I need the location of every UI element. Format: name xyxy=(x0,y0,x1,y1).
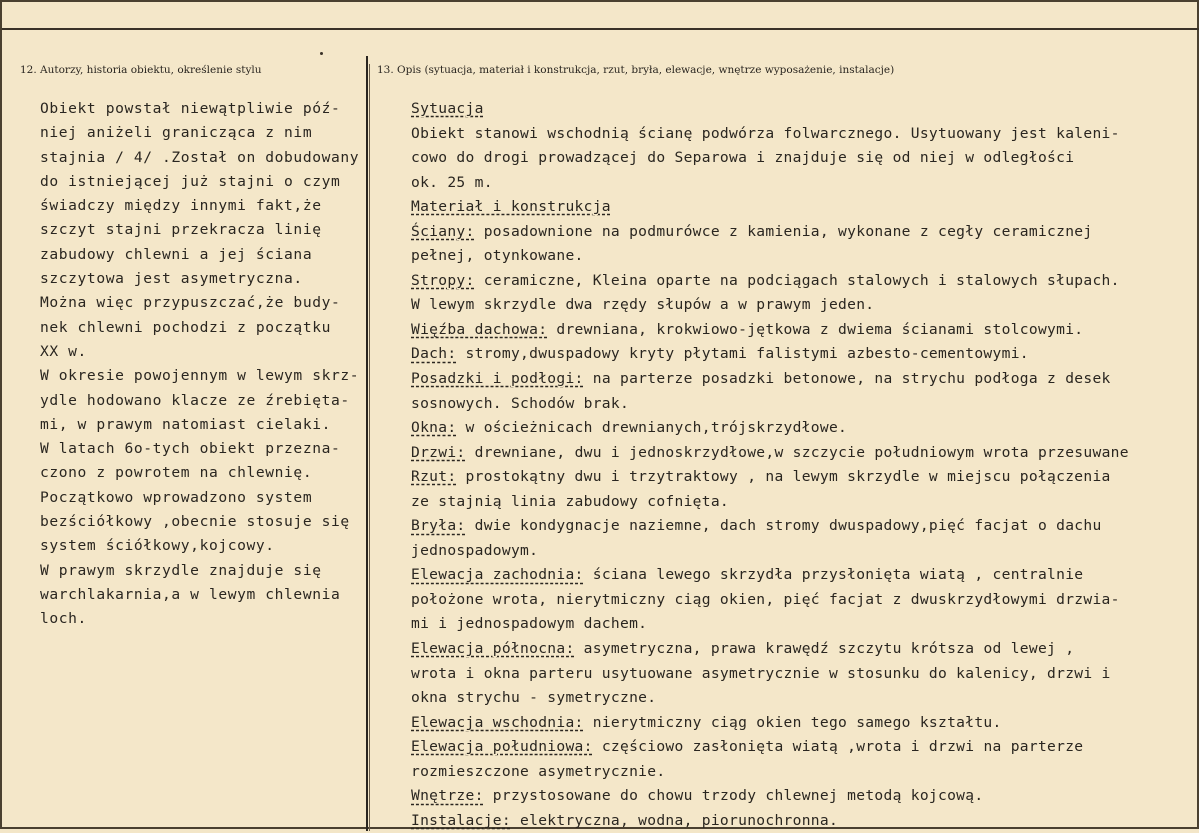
description-line xyxy=(411,293,1191,318)
description-line xyxy=(411,588,1191,613)
description-line xyxy=(411,441,1191,466)
history-line: Można więc przypuszczać,że budy- xyxy=(40,294,341,312)
section-text: ok. 25 m. xyxy=(411,173,493,191)
section-text: pełnej, otynkowane. xyxy=(411,247,584,265)
history-line: system ściółkowy,kojcowy. xyxy=(40,537,275,555)
section-text: ściana lewego skrzydła przysłonięta wiatą , centralnie xyxy=(583,566,1084,584)
history-line: W okresie powojennym w lewym skrz- xyxy=(40,367,360,385)
section-label: Elewacja południowa: xyxy=(411,738,593,756)
section-text: drewniane, dwu i jednoskrzydłowe,w szczycie południowym wrota przesuwane xyxy=(465,443,1129,461)
section-label: Posadzki i podłogi: xyxy=(411,370,584,388)
section-label: Elewacja północna: xyxy=(411,640,575,658)
section-text: posadownione na podmurówce z kamienia, wykonane z cegły ceramicznej xyxy=(474,222,1093,240)
section-text: ze stajnią linia zabudowy cofnięta. xyxy=(411,492,730,510)
history-line: świadczy między innymi fakt,że xyxy=(40,197,322,215)
section-label: Materiał i konstrukcja xyxy=(411,198,611,216)
description-line xyxy=(411,784,1191,809)
history-line: Początkowo wprowadzono system xyxy=(40,488,313,506)
history-line: ydle hodowano klacze ze źrebięta- xyxy=(40,391,350,409)
section-text: asymetryczna, prawa krawędź szczytu krótsza od lewej , xyxy=(574,640,1075,658)
history-line: szczytowa jest asymetryczna. xyxy=(40,270,303,288)
history-line: XX w. xyxy=(40,342,87,360)
section-text: stromy,dwuspadowy kryty płytami falistymi azbesto-cementowymi. xyxy=(456,345,1029,363)
section-text: ceramiczne, Kleina oparte na podciągach stalowych i stalowych słupach. xyxy=(474,271,1120,289)
description-line xyxy=(411,612,1191,637)
ink-dot xyxy=(320,52,323,55)
description-line xyxy=(411,809,1191,833)
description-line xyxy=(411,637,1191,662)
section-text: prostokątny dwu i trzytraktowy , na lewym skrzydle w miejscu połączenia xyxy=(456,468,1111,486)
section-label: Ściany: xyxy=(411,222,475,240)
section-text: częściowo zasłonięta wiatą ,wrota i drzwi na parterze xyxy=(592,738,1084,756)
description-line xyxy=(411,342,1191,367)
section-text: W lewym skrzydle dwa rzędy słupów a w prawym jeden. xyxy=(411,296,875,314)
description-line xyxy=(411,367,1191,392)
description-line xyxy=(411,171,1191,196)
history-line: stajnia / 4/ .Został on dobudowany xyxy=(40,148,360,166)
history-line: szczyt stajni przekracza linię xyxy=(40,221,322,239)
section-text: Obiekt stanowi wschodnią ścianę podwórza folwarcznego. Usytuowany jest kaleni- xyxy=(411,124,1120,142)
section-text: jednospadowym. xyxy=(411,541,539,559)
description-line xyxy=(411,760,1191,785)
section-label: Stropy: xyxy=(411,271,475,289)
description-line xyxy=(411,244,1191,269)
description-line xyxy=(411,392,1191,417)
section-13-header: 13. Opis (sytuacja, materiał i konstrukcja, rzut, bryła, elewacje, wnętrze wyposażenie, instalacje) xyxy=(377,64,895,76)
description-line xyxy=(411,146,1191,171)
section-text: przystosowane do chowu trzody chlewnej metodą kojcową. xyxy=(483,787,984,805)
section-text: okna strychu - symetryczne. xyxy=(411,689,657,707)
section-label: Więźba dachowa: xyxy=(411,320,548,338)
description-line xyxy=(411,269,1191,294)
description-line xyxy=(411,514,1191,539)
section-label: Drzwi: xyxy=(411,443,466,461)
section-text: położone wrota, nierytmiczny ciąg okien, pięć facjat z dwuskrzydłowymi drzwia- xyxy=(411,590,1120,608)
history-line: warchlakarnia,a w lewym chlewnia xyxy=(40,585,341,603)
section-label: Rzut: xyxy=(411,468,457,486)
section-label: Elewacja zachodnia: xyxy=(411,566,584,584)
description-line xyxy=(411,416,1191,441)
section-text: na parterze posadzki betonowe, na strychu podłoga z desek xyxy=(583,370,1111,388)
history-line: mi, w prawym natomiast cielaki. xyxy=(40,415,331,433)
description-line xyxy=(411,465,1191,490)
description-line xyxy=(411,662,1191,687)
section-label: Bryła: xyxy=(411,517,466,535)
section-text: rozmieszczone asymetrycznie. xyxy=(411,762,666,780)
section-text: wrota i okna parteru usytuowane asymetrycznie w stosunku do kalenicy, drzwi i xyxy=(411,664,1111,682)
history-line: bezściółkowy ,obecnie stosuje się xyxy=(40,513,350,531)
section-label: Elewacja wschodnia: xyxy=(411,713,584,731)
section-text: dwie kondygnacje naziemne, dach stromy dwuspadowy,pięć facjat o dachu xyxy=(465,517,1102,535)
history-line: zabudowy chlewni a jej ściana xyxy=(40,245,313,263)
history-line: W prawym skrzydle znajduje się xyxy=(40,561,322,579)
top-border xyxy=(2,2,1199,30)
section-text: drewniana, krokwiowo-jętkowa z dwiema ścianami stolcowymi. xyxy=(547,320,1084,338)
section-label: Instalacje: xyxy=(411,811,511,829)
section-label: Wnętrze: xyxy=(411,787,484,805)
description-line xyxy=(411,735,1191,760)
description-text-column xyxy=(411,97,1191,833)
history-line: niej aniżeli granicząca z nim xyxy=(40,124,313,142)
section-label: Sytuacja xyxy=(411,100,484,117)
description-line xyxy=(411,686,1191,711)
history-line: nek chlewni pochodzi z początku xyxy=(40,318,331,336)
history-line: Obiekt powstał niewątpliwie póź- xyxy=(40,100,341,117)
description-line xyxy=(411,711,1191,736)
section-text: sosnowych. Schodów brak. xyxy=(411,394,630,412)
section-label: Okna: xyxy=(411,419,457,437)
description-line xyxy=(411,490,1191,515)
description-line xyxy=(411,563,1191,588)
section-12-header: 12. Autorzy, historia obiektu, określenie stylu xyxy=(20,64,262,76)
history-line: loch. xyxy=(40,610,87,628)
description-line xyxy=(411,97,1191,122)
history-line: do istniejącej już stajni o czym xyxy=(40,172,341,190)
description-line xyxy=(411,539,1191,564)
section-text: elektryczna, wodna, piorunochronna. xyxy=(510,811,839,829)
history-line: W latach 6o-tych obiekt przezna- xyxy=(40,440,341,458)
section-label: Dach: xyxy=(411,345,457,363)
section-text: cowo do drogi prowadzącej do Separowa i znajduje się od niej w odległości xyxy=(411,149,1075,167)
description-line xyxy=(411,318,1191,343)
section-text: nierytmiczny ciąg okien tego samego kształtu. xyxy=(583,713,1002,731)
history-text-column xyxy=(40,97,370,632)
section-text: w ościeżnicach drewnianych,trójskrzydłowe. xyxy=(456,419,848,437)
description-line xyxy=(411,195,1191,220)
history-line: czono z powrotem na chlewnię. xyxy=(40,464,313,482)
section-text: mi i jednospadowym dachem. xyxy=(411,615,648,633)
description-line xyxy=(411,220,1191,245)
description-line xyxy=(411,122,1191,147)
